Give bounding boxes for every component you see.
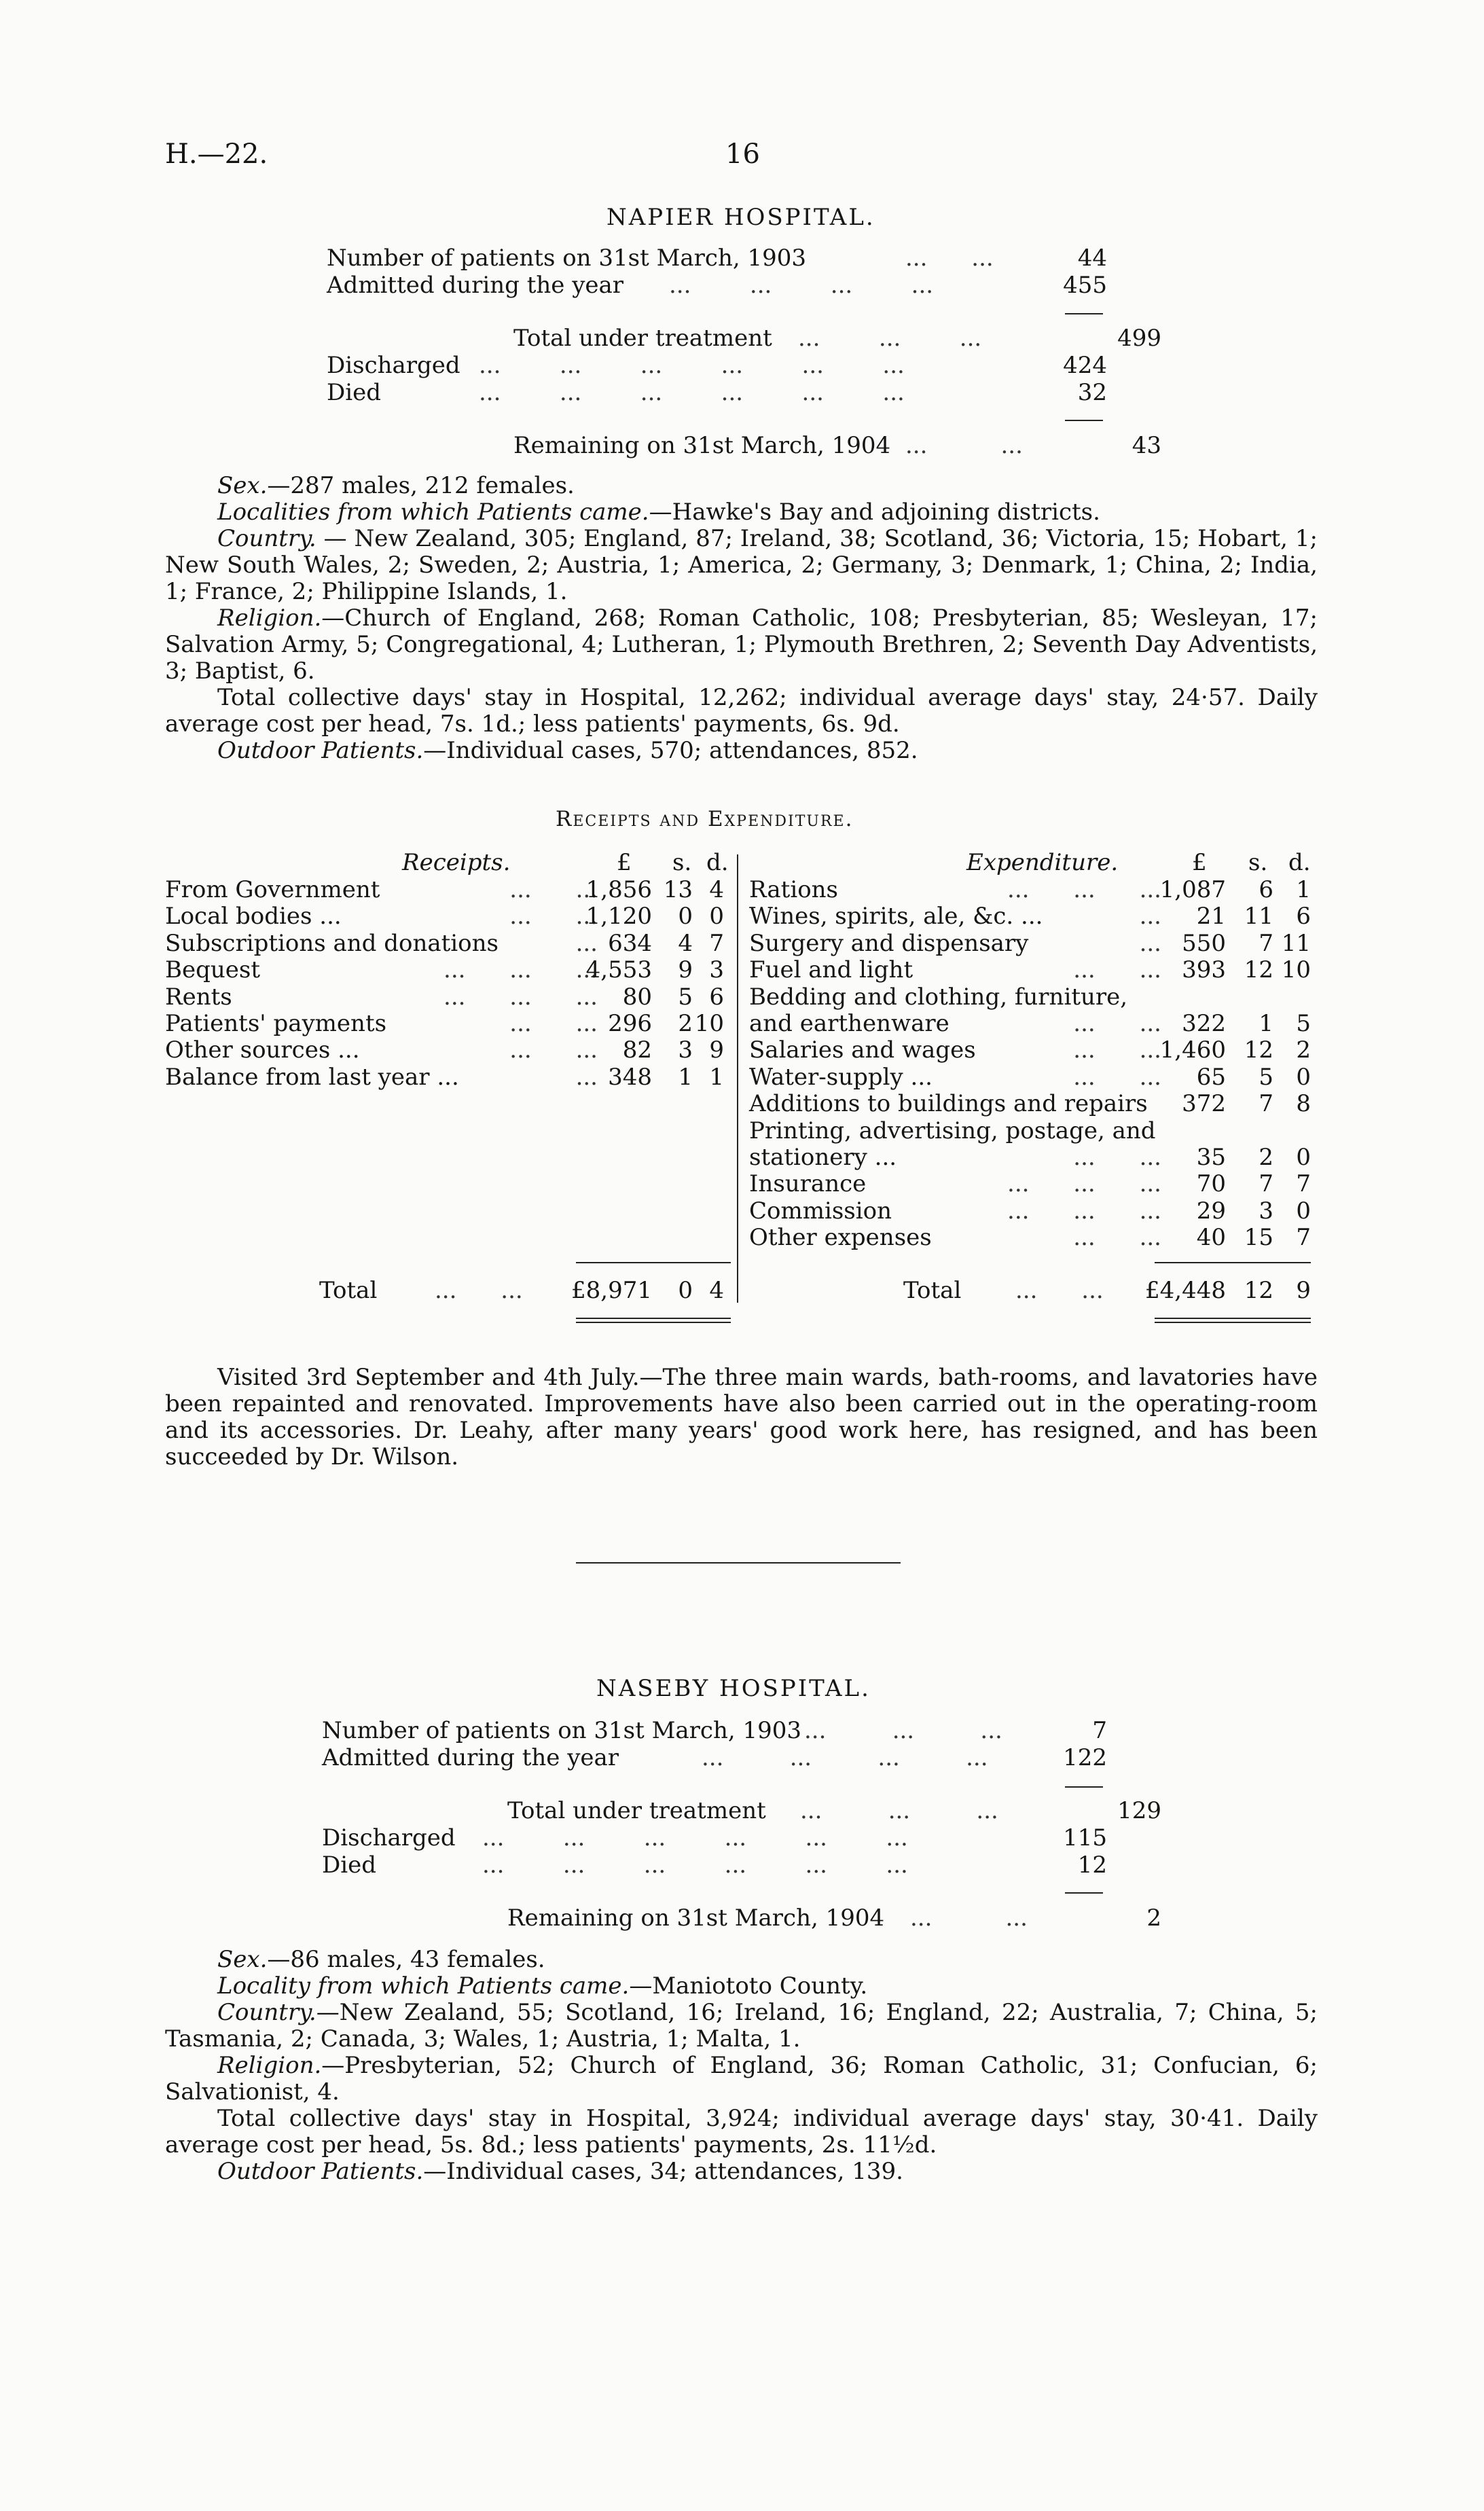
- amount-pence: 5: [1296, 1010, 1311, 1037]
- religion-label: Religion.: [217, 2052, 322, 2079]
- currency-shillings: s.: [1248, 849, 1268, 876]
- amount-pence: 0: [1296, 1063, 1311, 1091]
- leader-dots: ... ...: [1073, 956, 1161, 984]
- stat-value: 499: [1117, 325, 1161, 352]
- receipts-total-shillings: 0: [678, 1277, 693, 1304]
- amount-shillings: 0: [678, 903, 693, 931]
- leader-dots: ... ...: [509, 876, 598, 903]
- account-label: Rations: [749, 876, 839, 903]
- naseby-religion: [165, 2053, 1318, 2106]
- amount-pounds: 1,087: [1159, 876, 1226, 903]
- amount-shillings: 4: [678, 929, 693, 957]
- account-label: Balance from last year ...: [165, 1063, 459, 1091]
- account-label: Salaries and wages: [749, 1036, 976, 1064]
- amount-pounds: 65: [1196, 1063, 1226, 1091]
- country-text: —New Zealand, 55; Scotland, 16; Ireland, 16; England, 22; Australia, 7; China, 5; Tasmania, 2; Canada, 3; Wales, 1; Austria, 1; Malta, 1.: [165, 1999, 1318, 2053]
- outdoor-label: Outdoor Patients.: [217, 737, 424, 764]
- leader-dots: ... ...: [509, 903, 598, 931]
- napier-visit-note: Visited 3rd September and 4th July.—The three main wards, bath-rooms, and lavatories have been repainted and renovated. Improvements have also been carried out in the operating-room and its accessories. Dr. Leahy, after many years' good work here, has resigned, and has been succeeded by Dr. Wilson.: [165, 1364, 1318, 1470]
- sum-rule: [1065, 1892, 1103, 1894]
- amount-pounds: 35: [1196, 1144, 1226, 1171]
- leader-dots: ... ...: [1073, 1036, 1161, 1064]
- leader-dots: ... ...: [1073, 1063, 1161, 1091]
- account-label: Bedding and clothing, furniture,: [749, 983, 1128, 1011]
- country-label: Country.: [217, 1999, 316, 2026]
- account-label: Wines, spirits, ale, &c. ...: [749, 903, 1043, 931]
- amount-pence: 2: [1296, 1036, 1311, 1064]
- amount-pounds: 322: [1182, 1010, 1226, 1037]
- amount-pence: 7: [1296, 1224, 1311, 1252]
- stat-value: 424: [1063, 352, 1107, 379]
- amount-pence: 4: [709, 876, 724, 903]
- naseby-locality: [217, 1973, 1318, 2000]
- section-separator: [576, 1562, 901, 1564]
- amount-pounds: 4,553: [585, 956, 652, 984]
- total-double-rule: [1155, 1318, 1311, 1319]
- account-label: stationery ...: [749, 1144, 897, 1171]
- accounts-heading: Receipts and Expenditure.: [556, 807, 854, 831]
- localities-text: —Hawke's Bay and adjoining districts.: [649, 499, 1100, 526]
- locality-text: —Maniototo County.: [629, 1972, 868, 2000]
- religion-text: —Presbyterian, 52; Church of England, 36; Roman Catholic, 31; Confucian, 6; Salvationist, 4.: [165, 2052, 1318, 2106]
- amount-pounds: 1,120: [585, 903, 652, 931]
- naseby-outdoor: [217, 2158, 1318, 2185]
- total-rule: [576, 1262, 731, 1263]
- column-divider: [737, 854, 738, 1303]
- expenditure-total-shillings: 12: [1244, 1277, 1273, 1304]
- amount-pence: 3: [709, 956, 724, 984]
- amount-pounds: 348: [608, 1063, 652, 1091]
- stat-value: 44: [1077, 245, 1107, 272]
- stat-value: 43: [1132, 432, 1161, 459]
- amount-pence: 9: [709, 1036, 724, 1064]
- amount-shillings: 3: [678, 1036, 693, 1064]
- sex-label: Sex.: [217, 1946, 268, 1973]
- napier-stay: Total collective days' stay in Hospital, 12,262; individual average days' stay, 24·57. Daily average cost per head, 7s. 1d.; less patients' payments, 6s. 9d.: [165, 684, 1318, 738]
- napier-country: [165, 526, 1318, 605]
- leader-dots: ... ... ... ... ... ...: [479, 379, 905, 406]
- amount-pence: 10: [1281, 956, 1311, 984]
- amount-pounds: 80: [622, 983, 652, 1011]
- stat-label: Admitted during the year: [327, 272, 624, 299]
- stat-label: Discharged: [327, 352, 460, 379]
- amount-shillings: 9: [678, 956, 693, 984]
- account-label: Other expenses: [749, 1224, 932, 1252]
- account-label: Patients' payments: [165, 1010, 387, 1037]
- sex-text: —287 males, 212 females.: [267, 472, 575, 499]
- leader-dots: ... ...: [1073, 1010, 1161, 1037]
- sex-label: Sex.: [217, 472, 268, 499]
- total-rule: [1155, 1262, 1311, 1263]
- localities-label: Localities from which Patients came.: [217, 499, 649, 526]
- amount-pence: 10: [694, 1010, 724, 1037]
- religion-label: Religion.: [217, 604, 322, 632]
- amount-pence: 6: [709, 983, 724, 1011]
- napier-religion: [165, 605, 1318, 685]
- account-label: Printing, advertising, postage, and: [749, 1117, 1156, 1144]
- currency-pence: d.: [706, 849, 729, 876]
- leader-dots: ...: [1139, 903, 1161, 931]
- amount-pence: 7: [1296, 1170, 1311, 1198]
- stat-label: Died: [327, 379, 382, 406]
- amount-pounds: 1,856: [585, 876, 652, 903]
- amount-shillings: 5: [678, 983, 693, 1011]
- account-label: Surgery and dispensary: [749, 929, 1029, 957]
- account-label: Water-supply ...: [749, 1063, 933, 1091]
- stat-label: Remaining on 31st March, 1904: [507, 1904, 885, 1932]
- napier-sex: [217, 473, 1318, 499]
- amount-shillings: 2: [678, 1010, 693, 1037]
- amount-pounds: 372: [1182, 1090, 1226, 1118]
- outdoor-label: Outdoor Patients.: [217, 2158, 424, 2185]
- stat-label: Total under treatment: [507, 1797, 766, 1824]
- amount-pounds: 82: [622, 1036, 652, 1064]
- amount-shillings: 12: [1244, 956, 1273, 984]
- stat-value: 129: [1117, 1797, 1161, 1824]
- stat-label: Remaining on 31st March, 1904: [513, 432, 891, 459]
- account-label: Fuel and light: [749, 956, 913, 984]
- leader-dots: ... ...: [435, 1277, 523, 1304]
- receipts-total-label: Total: [319, 1277, 378, 1304]
- amount-pounds: 21: [1196, 903, 1226, 931]
- expenditure-total-pounds: £4,448: [1145, 1277, 1226, 1304]
- leader-dots: ... ...: [509, 1036, 598, 1064]
- amount-pence: 0: [1296, 1144, 1311, 1171]
- amount-shillings: 2: [1259, 1144, 1273, 1171]
- stat-value: 115: [1063, 1824, 1107, 1851]
- amount-pence: 8: [1296, 1090, 1311, 1118]
- account-label: Bequest: [165, 956, 261, 984]
- leader-dots: ... ... ...: [798, 325, 982, 352]
- amount-pounds: 393: [1182, 956, 1226, 984]
- leader-dots: ... ... ... ... ... ...: [479, 352, 905, 379]
- amount-pounds: 296: [608, 1010, 652, 1037]
- amount-shillings: 7: [1259, 929, 1273, 957]
- naseby-title: NASEBY HOSPITAL.: [596, 1675, 871, 1702]
- leader-dots: ... ... ... ...: [702, 1744, 988, 1771]
- amount-shillings: 1: [1259, 1010, 1273, 1037]
- currency-pounds: £: [617, 849, 632, 876]
- amount-pence: 1: [709, 1063, 724, 1091]
- leader-dots: ... ...: [1073, 1224, 1161, 1252]
- leader-dots: ... ... ... ... ... ...: [482, 1851, 908, 1879]
- stat-label: Admitted during the year: [322, 1744, 619, 1771]
- page-number: 16: [725, 139, 760, 170]
- outdoor-text: —Individual cases, 570; attendances, 852.: [423, 737, 918, 764]
- stat-label: Discharged: [322, 1824, 456, 1851]
- receipts-heading-text: Receipts.: [402, 849, 511, 876]
- leader-dots: ... ... ... ...: [669, 272, 934, 299]
- religion-text: —Church of England, 268; Roman Catholic, 108; Presbyterian, 85; Wesleyan, 17; Salvation Army, 5; Congregational, 4; Lutheran, 1; Plymouth Brethren, 2; Seventh Day Adventists, 3; Baptist, 6.: [165, 604, 1318, 685]
- account-label: Additions to buildings and repairs: [749, 1090, 1148, 1118]
- amount-pence: 6: [1296, 903, 1311, 931]
- currency-shillings: s.: [672, 849, 692, 876]
- leader-dots: ... ...: [1015, 1277, 1104, 1304]
- leader-dots: ... ...: [905, 432, 1023, 459]
- expenditure-heading-text: Expenditure.: [966, 849, 1119, 876]
- napier-localities: [217, 499, 1318, 526]
- leader-dots: ... ...: [1073, 1144, 1161, 1171]
- stat-value: 2: [1146, 1904, 1161, 1932]
- amount-pence: 7: [709, 929, 724, 957]
- sum-rule: [1065, 313, 1103, 314]
- amount-pounds: 550: [1182, 929, 1226, 957]
- account-label: From Government: [165, 876, 380, 903]
- amount-shillings: 11: [1244, 903, 1273, 931]
- amount-shillings: 12: [1244, 1036, 1273, 1064]
- stat-value: 122: [1063, 1744, 1107, 1771]
- stat-value: 32: [1077, 379, 1107, 406]
- stat-value: 7: [1092, 1717, 1107, 1744]
- account-label: Subscriptions and donations: [165, 929, 499, 957]
- total-double-rule: [576, 1322, 731, 1323]
- naseby-sex: [217, 1947, 1318, 1973]
- account-label: Local bodies ...: [165, 903, 342, 931]
- expenditure-total-label: Total: [903, 1277, 962, 1304]
- leader-dots: ... ... ...: [1007, 876, 1161, 903]
- amount-pence: 0: [1296, 1197, 1311, 1225]
- amount-pence: 1: [1296, 876, 1311, 903]
- leader-dots: ... ... ...: [444, 983, 598, 1011]
- currency-pounds: £: [1192, 849, 1207, 876]
- account-label: Insurance: [749, 1170, 867, 1198]
- expenditure-total-pence: 9: [1296, 1277, 1311, 1304]
- stat-label: Died: [322, 1851, 377, 1879]
- leader-dots: ... ...: [509, 1010, 598, 1037]
- sum-rule: [1065, 420, 1103, 421]
- napier-title: NAPIER HOSPITAL.: [607, 204, 875, 231]
- currency-pence: d.: [1288, 849, 1311, 876]
- amount-pounds: 634: [608, 929, 652, 957]
- amount-pounds: 29: [1196, 1197, 1226, 1225]
- sum-rule: [1065, 1786, 1103, 1788]
- amount-pence: 0: [709, 903, 724, 931]
- amount-shillings: 13: [663, 876, 693, 903]
- receipts-total-pence: 4: [709, 1277, 724, 1304]
- receipts-heading: [402, 849, 510, 876]
- leader-dots: ...: [1139, 929, 1161, 957]
- account-label: Other sources ...: [165, 1036, 360, 1064]
- leader-dots: ... ...: [910, 1904, 1028, 1932]
- stat-value: 455: [1063, 272, 1107, 299]
- amount-pounds: 70: [1196, 1170, 1226, 1198]
- outdoor-text: —Individual cases, 34; attendances, 139.: [423, 2158, 903, 2185]
- stat-label: Number of patients on 31st March, 1903: [322, 1717, 801, 1744]
- total-double-rule: [576, 1318, 731, 1319]
- amount-shillings: 7: [1259, 1090, 1273, 1118]
- account-label: Commission: [749, 1197, 892, 1225]
- total-double-rule: [1155, 1322, 1311, 1323]
- leader-dots: ... ... ...: [1007, 1170, 1161, 1198]
- naseby-stay: Total collective days' stay in Hospital, 3,924; individual average days' stay, 30·41. Daily average cost per head, 5s. 8d.; less patients' payments, 2s. 11½d.: [165, 2105, 1318, 2158]
- leader-dots: ... ... ...: [444, 956, 598, 984]
- leader-dots: ... ... ...: [1007, 1197, 1161, 1225]
- amount-shillings: 7: [1259, 1170, 1273, 1198]
- leader-dots: ... ... ...: [804, 1717, 1002, 1744]
- amount-shillings: 1: [678, 1063, 693, 1091]
- leader-dots: ...: [575, 1063, 598, 1091]
- amount-pounds: 40: [1196, 1224, 1226, 1252]
- naseby-country: [165, 2000, 1318, 2053]
- receipts-total-pounds: £8,971: [571, 1277, 652, 1304]
- amount-pence: 11: [1281, 929, 1311, 957]
- sex-text: —86 males, 43 females.: [267, 1946, 545, 1973]
- amount-shillings: 6: [1259, 876, 1273, 903]
- stat-label: Number of patients on 31st March, 1903: [327, 245, 806, 272]
- country-label: Country.: [217, 525, 316, 552]
- account-label: Rents: [165, 983, 232, 1011]
- amount-shillings: 15: [1244, 1224, 1273, 1252]
- account-label: and earthenware: [749, 1010, 949, 1037]
- napier-outdoor: [217, 738, 1318, 764]
- leader-dots: ...: [575, 929, 598, 957]
- amount-shillings: 5: [1259, 1063, 1273, 1091]
- country-text: — New Zealand, 305; England, 87; Ireland, 38; Scotland, 36; Victoria, 15; Hobart, 1; New South Wales, 2; Sweden, 2; Austria, 1; America, 2; Germany, 3; Denmark, 1; China, 2; India, 1; France, 2; Philippine Islands, 1.: [165, 525, 1318, 605]
- amount-shillings: 3: [1259, 1197, 1273, 1225]
- amount-pounds: 1,460: [1159, 1036, 1226, 1064]
- locality-label: Locality from which Patients came.: [217, 1972, 630, 2000]
- expenditure-heading: [966, 849, 1118, 876]
- stat-label: Total under treatment: [513, 325, 772, 352]
- stat-value: 12: [1077, 1851, 1107, 1879]
- leader-dots: ... ... ...: [800, 1797, 998, 1824]
- leader-dots: ... ...: [905, 245, 994, 272]
- page-code: H.—22.: [165, 139, 268, 170]
- leader-dots: ... ... ... ... ... ...: [482, 1824, 908, 1851]
